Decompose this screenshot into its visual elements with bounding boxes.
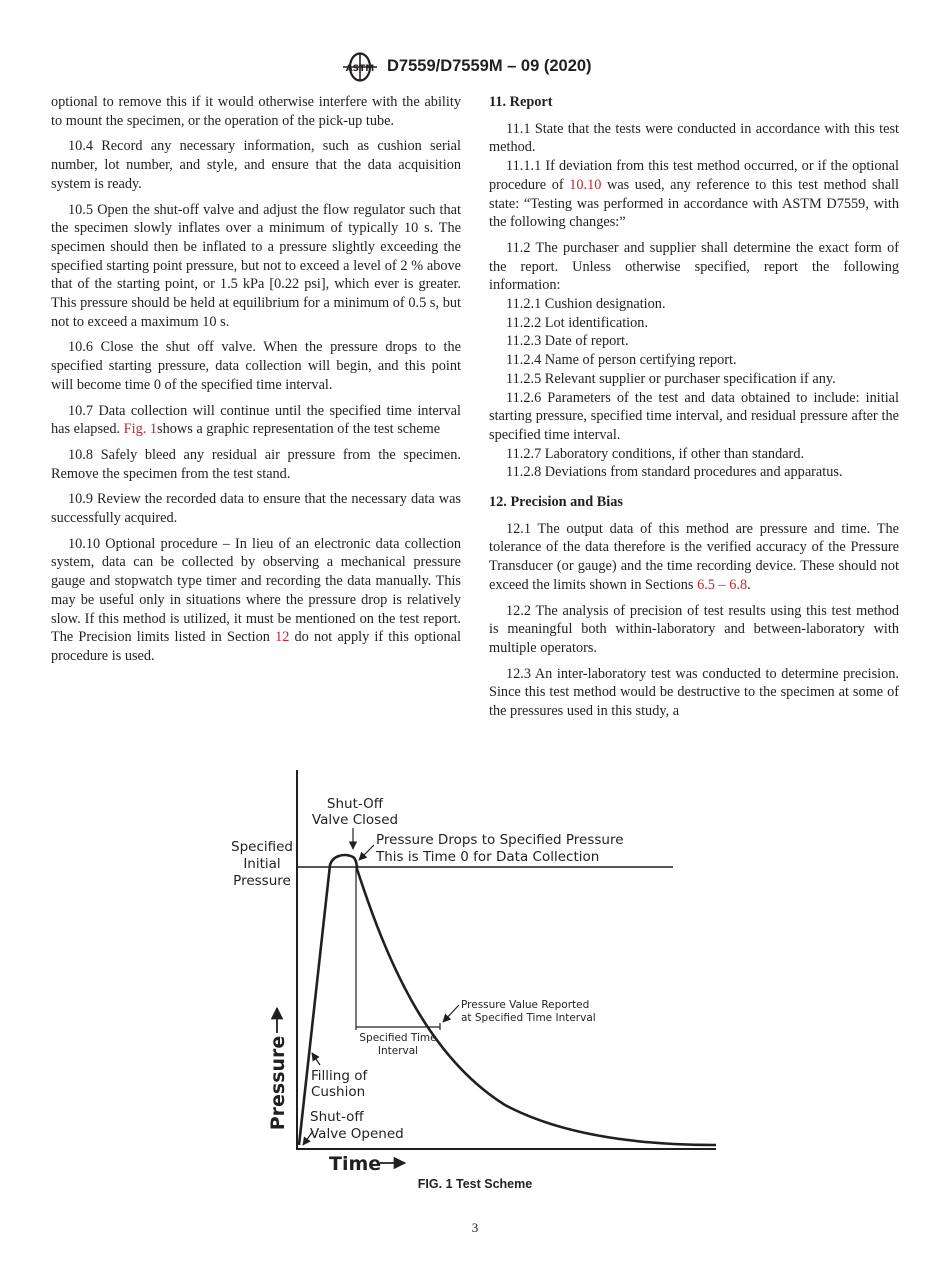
label-shutoff-closed-line1: Shut-Off <box>326 796 384 812</box>
paragraph-11-2-1: 11.2.1 Cushion designation. <box>506 296 666 313</box>
section-12-heading: 12. Precision and Bias <box>489 494 623 511</box>
paragraph-11-2-7: 11.2.7 Laboratory conditions, if other than standard. <box>506 445 805 462</box>
fig-1-link[interactable]: Fig. 1 <box>123 421 158 438</box>
paragraph-10-4: 10.4 Record any necessary information, such as cushion serial number, lot number, and style, and ensure that the data acquisition system is ready. <box>51 138 461 192</box>
label-interval-line1: Specified Time <box>359 1032 437 1044</box>
paragraph-11-2-2: 11.2.2 Lot identification. <box>506 314 649 331</box>
svg-text:ASTM: ASTM <box>345 64 375 74</box>
pressure-drops-arrow <box>359 845 374 860</box>
section-12-link[interactable]: 12 <box>275 629 290 646</box>
paragraph-11-2-4: 11.2.4 Name of person certifying report. <box>506 352 737 369</box>
paragraph-10-6: 10.6 Close the shut off valve. When the pressure drops to the specified starting pressure, data collection will begin, and this point will become time 0 of the specified time interval. <box>51 339 461 393</box>
paragraph-11-2-8: 11.2.8 Deviations from standard procedures and apparatus. <box>506 464 843 481</box>
paragraph-11-2-6: 11.2.6 Parameters of the test and data obtained to include: initial starting pressure, specified time interval, and residual pressure after the specified time interval. <box>489 389 899 443</box>
paragraph-11-2-5: 11.2.5 Relevant supplier or purchaser specification if any. <box>506 370 836 387</box>
document-designation: D7559/D7559M – 09 (2020) <box>387 57 592 75</box>
label-shutoff-closed-line2: Valve Closed <box>311 812 399 828</box>
sections-6-5-6-8-link[interactable]: 6.5 – 6.8 <box>697 576 748 593</box>
label-opened-line2: Valve Opened <box>310 1126 404 1142</box>
section-11-heading: 11. Report <box>489 94 553 110</box>
paragraph-12-3: 12.3 An inter-laboratory test was conducted to determine precision. Since this test method would be destructive to the specimen at some of the pressures used in this study, a <box>489 665 899 720</box>
paragraph-11-2-3: 11.2.3 Date of report. <box>506 333 629 350</box>
label-interval-line2: Interval <box>377 1045 419 1057</box>
test-scheme-diagram <box>225 765 725 1175</box>
paragraph-12-2: 12.2 The analysis of precision of test results using this test method is meaningful both within-laboratory and between-laboratory with multiple operators. <box>489 602 899 656</box>
astm-logo-icon <box>342 52 378 82</box>
page-number: 3 <box>471 1220 479 1235</box>
left-column <box>51 93 461 673</box>
paragraph-10-10: 10.10 Optional procedure – In lieu of an electronic data collection system, data can be collected by observing a mechanical pressure gauge and stopwatch type timer and recording the data manually. This may be useful only in situations where the pressure drop is relatively slow. If this method is utilized, it must be mentioned on the test report. The Precision limits listed in Section 12 do not apply if this optional procedure is used. <box>51 535 461 664</box>
paragraph-10-5: 10.5 Open the shut-off valve and adjust the flow regulator such that the specimen slowly inflates over a minimum of typically 10 s. The specimen should then be inflated to a pressure slightly exceeding the specified starting point pressure, but not to exceed a level of 2 % above that of the starting point, or 1.5 kPa [0.22 psi], which ever is greater. This pressure should be held at equilibrium for a minimum of 0.5 s, but not to exceed a maximum 10 s. <box>51 201 461 330</box>
value-reported-arrow <box>443 1005 459 1022</box>
paragraph-10-9: 10.9 Review the recorded data to ensure that the necessary data was successfully acquired. <box>51 491 461 527</box>
label-filling-line1: Filling of <box>311 1068 368 1084</box>
paragraph-10-7: 10.7 Data collection will continue until the specified time interval has elapsed. Fig. 1shows a graphic representation of the test scheme <box>51 402 461 438</box>
label-filling-line2: Cushion <box>311 1084 366 1100</box>
figure-caption: FIG. 1 Test Scheme <box>417 1177 533 1191</box>
right-column <box>489 93 899 728</box>
paragraph-11-1: 11.1 State that the tests were conducted in accordance with this test method. <box>489 120 899 156</box>
axis-label-time: Time <box>329 1153 382 1175</box>
section-10-10-link[interactable]: 10.10 <box>569 176 602 193</box>
figure-1-test-scheme <box>225 765 725 1175</box>
paragraph-11-1-1: 11.1.1 If deviation from this test method occurred, or if the optional procedure of 10.10 was used, any reference to this test method shall state: “Testing was performed in accordance with ASTM D7559, with the following changes:” <box>489 158 899 231</box>
label-initial-line1: Specified <box>231 839 293 855</box>
paragraph-12-1: 12.1 The output data of this method are pressure and time. The tolerance of the data therefore is the verified accuracy of the Pressure Transducer (or gauge) and the time recording device. These should not exceed the limits shown in Sections 6.5 – 6.8. <box>489 520 899 593</box>
label-opened-line1: Shut-off <box>310 1109 364 1125</box>
label-reported-line2: at Specified Time Interval <box>461 1012 596 1024</box>
label-drops-line2: This is Time 0 for Data Collection <box>376 849 600 865</box>
label-initial-line2: Initial <box>243 856 281 872</box>
label-drops-line1: Pressure Drops to Specified Pressure <box>376 832 624 848</box>
paragraph-11-2: 11.2 The purchaser and supplier shall determine the exact form of the report. Unless otherwise specified, report the following information: <box>489 239 899 294</box>
label-initial-line3: Pressure <box>233 873 291 889</box>
axis-label-pressure: Pressure <box>267 1035 289 1131</box>
page-header <box>0 52 950 86</box>
paragraph-continued: optional to remove this if it would otherwise interfere with the ability to mount the specimen, or the operation of the pick-up tube. <box>51 94 461 129</box>
filling-arrow <box>312 1053 320 1065</box>
label-reported-line1: Pressure Value Reported <box>461 999 590 1011</box>
paragraph-10-8: 10.8 Safely bleed any residual air pressure from the specimen. Remove the specimen from the test stand. <box>51 446 461 482</box>
